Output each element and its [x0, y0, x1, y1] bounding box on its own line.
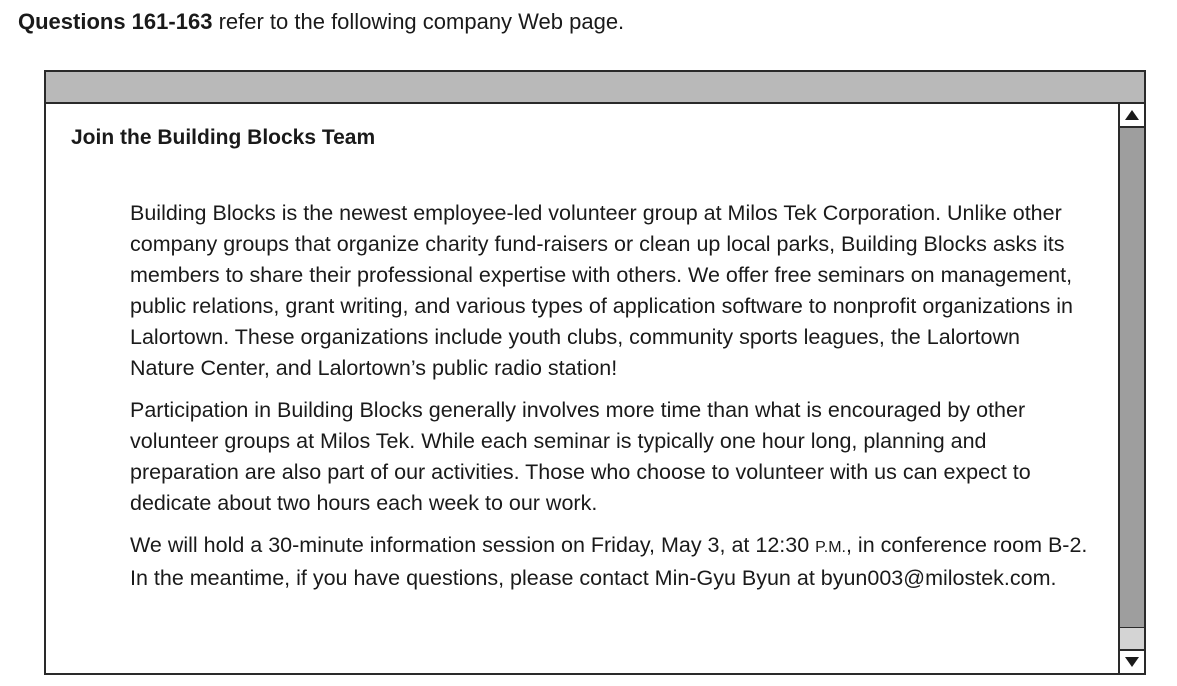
browser-window [44, 70, 1146, 675]
paragraph-intro: Building Blocks is the newest employee-led volunteer group at Milos Tek Corporation. Unlike other company groups that organize charity fund-raisers or clean up local parks, Building Blocks asks its members to share their professional expertise with others. We offer free seminars on management, public relations, grant writing, and various types of application software to nonprofit organizations in Lalortown. These organizations include youth clubs, community sports leagues, the Lalortown Nature Center, and Lalortown’s public radio station! [130, 201, 1073, 380]
info-session-contact: , in conference room B-2. In the meantime, if you have questions, please contact Min-Gyu Byun at byun003@milostek.com. [130, 533, 1088, 590]
info-session-text: We will hold a 30-minute information session on Friday, May 3, at 12:30 [130, 533, 816, 557]
page-content [46, 104, 1118, 673]
page-title: Join the Building Blocks Team [71, 126, 376, 149]
scroll-up-button[interactable] [1120, 104, 1144, 128]
question-header [18, 8, 624, 36]
triangle-down-icon [1125, 657, 1139, 667]
scroll-track[interactable] [1120, 128, 1144, 649]
scroll-thumb[interactable] [1120, 627, 1144, 649]
window-titlebar [46, 72, 1144, 104]
time-suffix: P.M. [815, 539, 846, 556]
paragraph-info-session [130, 530, 1090, 594]
question-range: Questions 161-163 [18, 9, 213, 34]
triangle-up-icon [1125, 110, 1139, 120]
question-intro: refer to the following company Web page. [218, 9, 625, 34]
scroll-down-button[interactable] [1120, 649, 1144, 673]
vertical-scrollbar[interactable] [1118, 104, 1144, 673]
paragraph-participation: Participation in Building Blocks generally involves more time than what is encouraged by other volunteer groups at Milos Tek. While each seminar is typically one hour long, planning and preparation are also part of our activities. Those who choose to volunteer with us can expect to dedicate about two hours each week to our work. [130, 398, 1031, 515]
article-body [130, 198, 1090, 605]
